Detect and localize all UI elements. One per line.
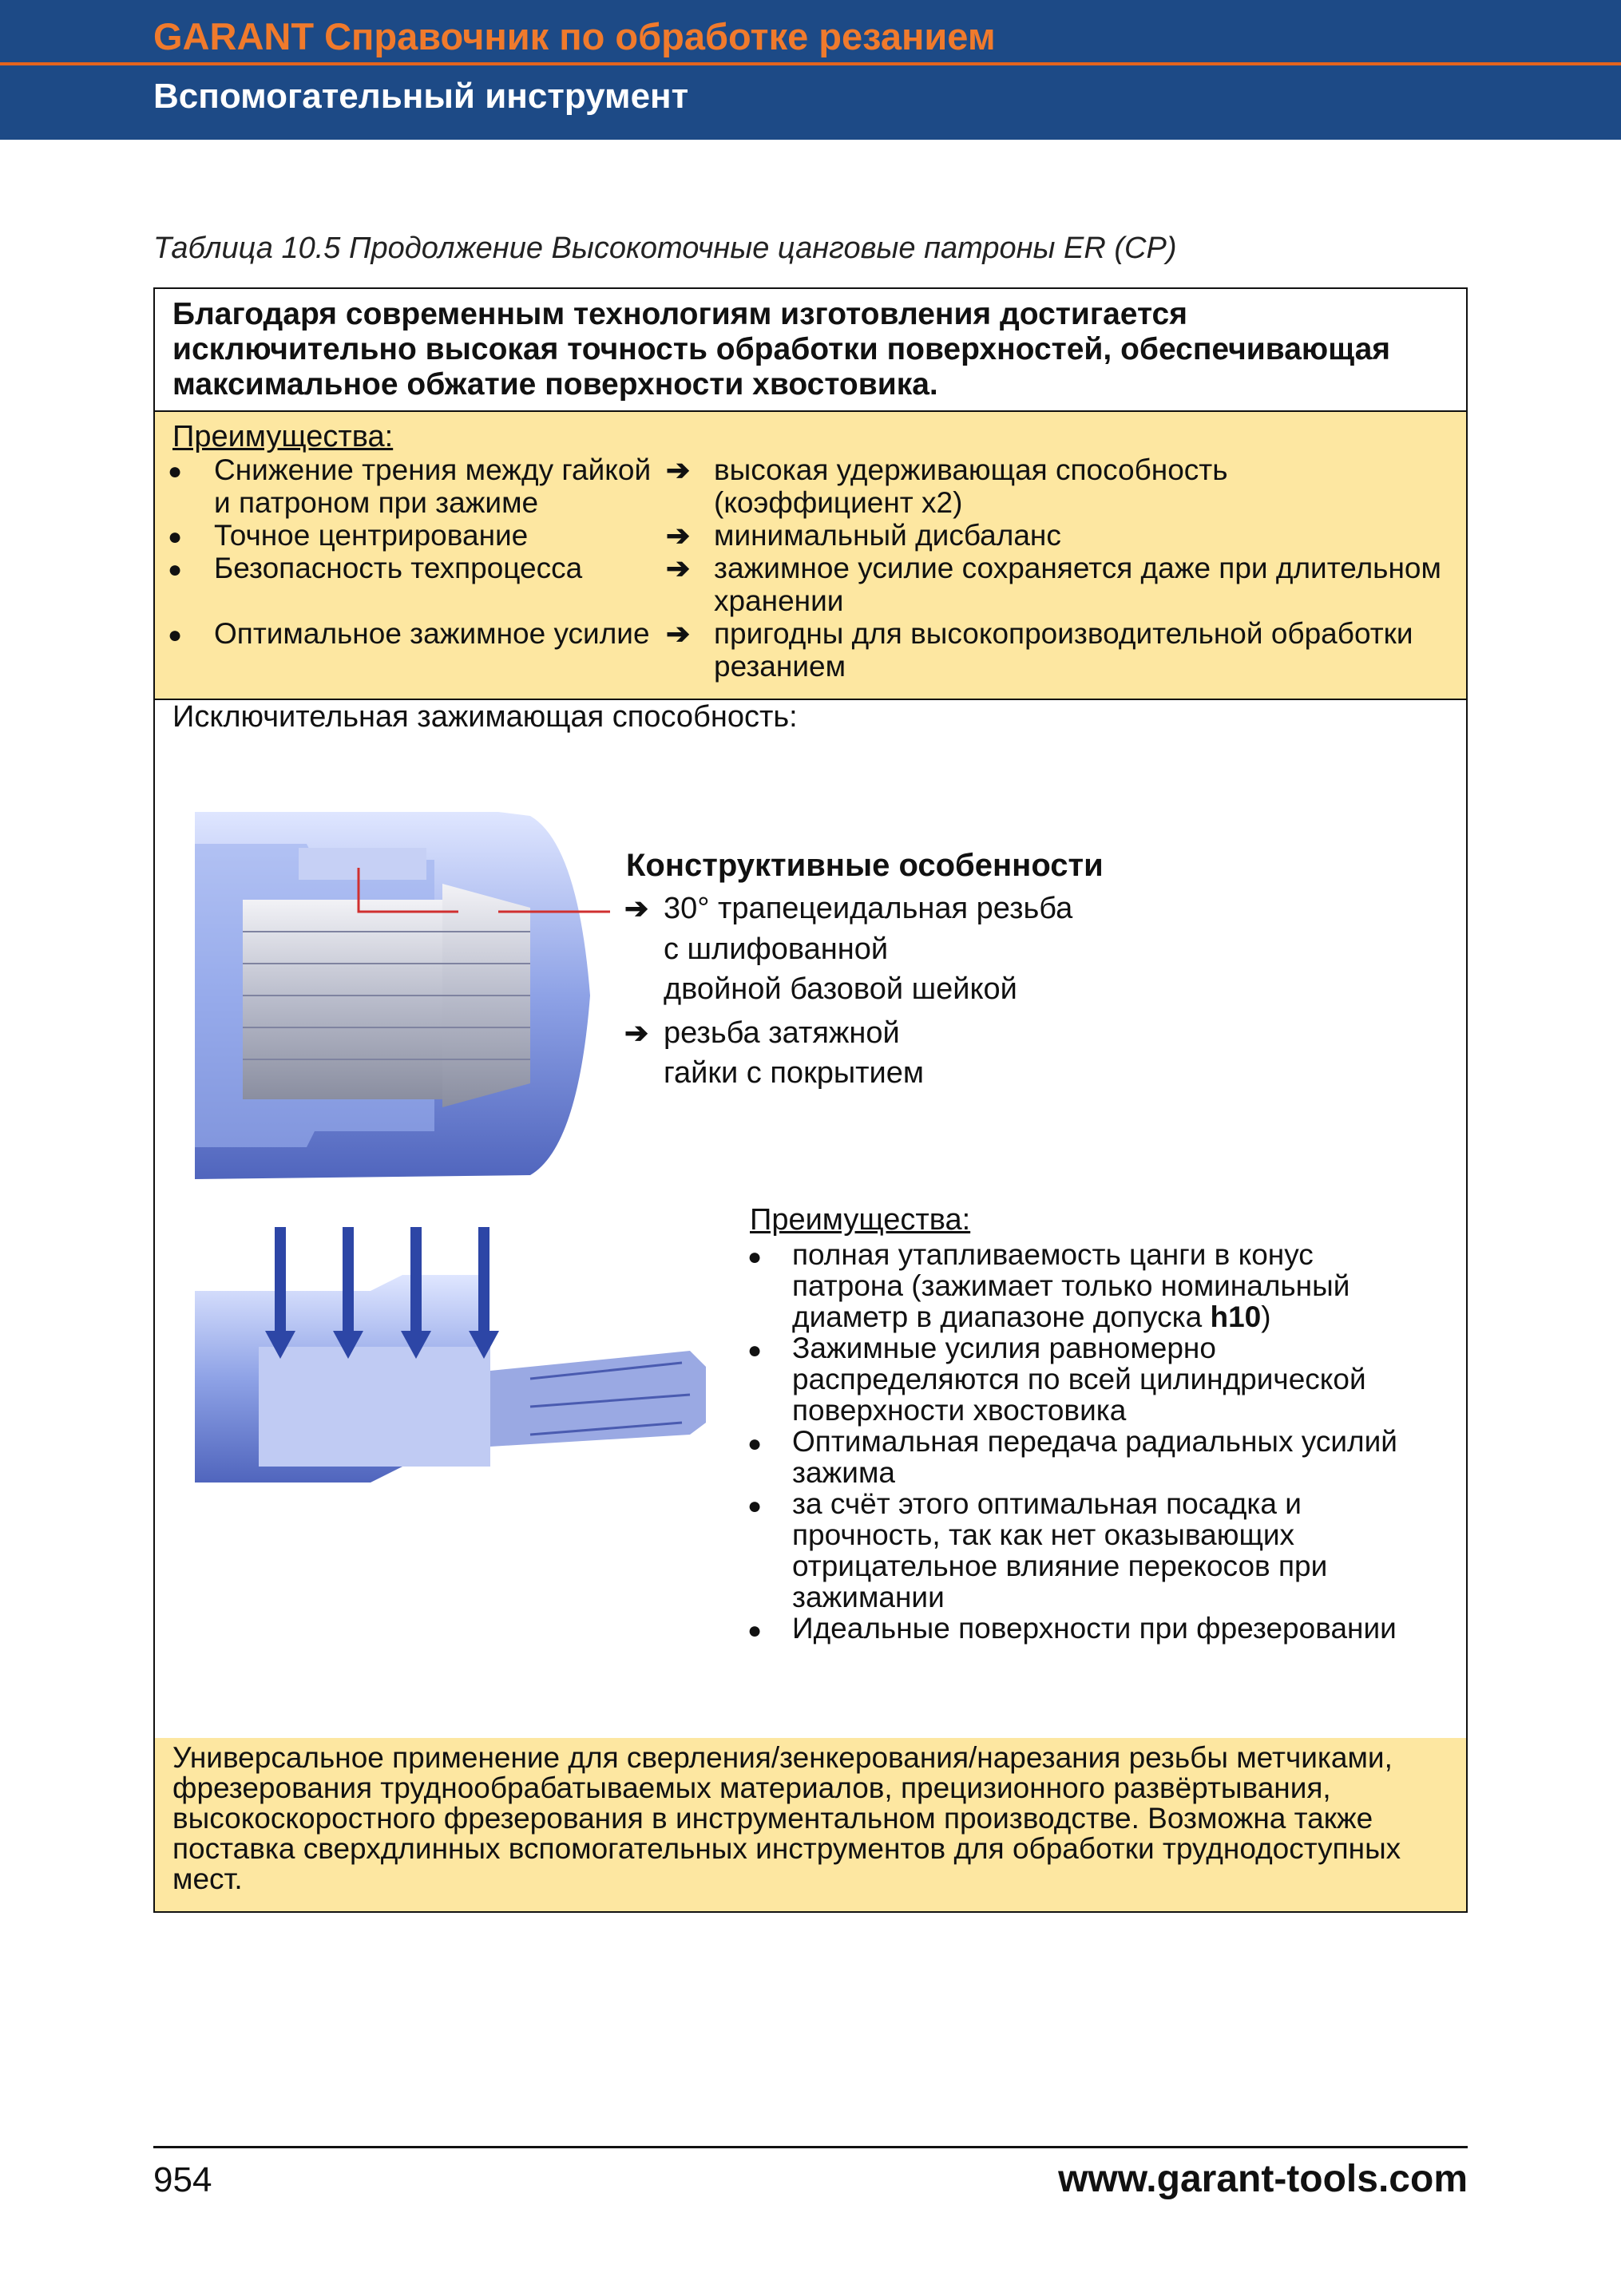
header-subtitle: Вспомогательный инструмент — [153, 77, 689, 116]
bullet-icon: ● — [747, 1431, 763, 1457]
feature-line: гайки с покрытием — [664, 1056, 925, 1090]
advantage-right: (коэффициент x2) — [714, 486, 963, 519]
advantage-left: и патроном при зажиме — [214, 486, 539, 519]
clamping-section — [155, 700, 1466, 1740]
application-line: фрезерования труднообрабатываемых материалов, прецизионного развёртывания, — [172, 1771, 1331, 1804]
clamping-advantage-line: полная утапливаемость цанги в конус — [792, 1238, 1314, 1271]
clamping-advantage-line: патрона (зажимает только номинальный — [792, 1269, 1350, 1302]
features-title: Конструктивные особенности — [626, 848, 1104, 883]
advantage-right: хранении — [714, 584, 844, 617]
tolerance-close: ) — [1261, 1300, 1271, 1333]
arrow-right-icon: ➔ — [666, 617, 691, 650]
advantage-right: резанием — [714, 650, 846, 683]
advantage-right: зажимное усилие сохраняется даже при длительном — [714, 552, 1441, 584]
advantage-right: пригодны для высокопроизводительной обработки — [714, 617, 1413, 650]
advantage-left: Безопасность техпроцесса — [214, 552, 583, 584]
clamping-advantage-line: зажимании — [792, 1581, 945, 1613]
clamping-advantage-line: прочность, так как нет оказывающих — [792, 1518, 1295, 1551]
intro-line: максимальное обжатие поверхности хвостовика. — [172, 367, 938, 402]
clamping-advantages-heading: Преимущества: — [750, 1203, 971, 1237]
feature-line: 30° трапецеидальная резьба — [664, 892, 1073, 925]
application-row — [155, 1738, 1466, 1911]
bullet-icon: ● — [747, 1337, 763, 1364]
clamping-advantage-line: распределяются по всей цилиндрической — [792, 1363, 1366, 1395]
header-accent-line — [0, 62, 1621, 65]
clamping-heading: Исключительная зажимающая способность: — [172, 700, 798, 734]
arrow-right-icon: ➔ — [624, 1016, 649, 1049]
arrow-right-icon: ➔ — [666, 552, 691, 584]
intro-line: исключительно высокая точность обработки поверхностей, обеспечивающая — [172, 332, 1391, 366]
intro-text — [172, 297, 1450, 402]
application-line: высокоскоростного фрезерования в инструментальном производстве. Возможна также — [172, 1802, 1373, 1835]
clamping-advantage-text: диаметр в диапазоне допуска — [792, 1300, 1211, 1333]
arrow-right-icon: ➔ — [624, 892, 649, 924]
bullet-icon: ● — [747, 1493, 763, 1519]
advantage-right: минимальный дисбаланс — [714, 519, 1061, 552]
footer-rule — [153, 2146, 1468, 2148]
bullet-icon: ● — [168, 458, 183, 485]
advantage-left: Снижение трения между гайкой — [214, 453, 652, 486]
arrow-right-icon: ➔ — [666, 519, 691, 552]
application-line: мест. — [172, 1863, 243, 1895]
clamping-advantage-line: Оптимальная передача радиальных усилий — [792, 1425, 1397, 1458]
advantage-left: Точное центрирование — [214, 519, 529, 552]
clamping-advantage-line: за счёт этого оптимальная посадка и — [792, 1487, 1302, 1520]
header-title: GARANT Справочник по обработке резанием — [153, 15, 996, 57]
feature-line: с шлифованной — [664, 932, 889, 966]
page-number: 954 — [153, 2160, 212, 2199]
clamping-advantage-line: Зажимные усилия равномерно — [792, 1332, 1216, 1364]
clamping-advantage-line: Идеальные поверхности при фрезеровании — [792, 1612, 1397, 1645]
intro-line: Благодаря современным технологиям изготовления достигается — [172, 297, 1187, 331]
advantage-right: высокая удерживающая способность — [714, 453, 1228, 486]
application-line: Универсальное применение для сверления/зенкерования/нарезания резьбы метчиками, — [172, 1741, 1393, 1774]
intro-row — [155, 289, 1466, 412]
bullet-icon: ● — [168, 524, 183, 550]
table-caption: Таблица 10.5 Продолжение Высокоточные цанговые патроны ER (CP) — [153, 232, 1177, 265]
advantages-row — [155, 412, 1466, 700]
arrow-right-icon: ➔ — [666, 453, 691, 486]
clamping-advantage-line — [792, 1301, 1271, 1332]
application-text — [172, 1743, 1450, 1894]
application-line: поставка сверхдлинных вспомогательных инструментов для обработки труднодоступных — [172, 1832, 1401, 1865]
feature-line: двойной базовой шейкой — [664, 972, 1017, 1006]
tolerance-value: h10 — [1210, 1300, 1262, 1333]
bullet-icon: ● — [168, 622, 183, 648]
clamping-advantage-line: поверхности хвостовика — [792, 1394, 1127, 1427]
advantages-heading: Преимущества: — [172, 420, 394, 453]
clamping-force-illustration — [195, 1227, 722, 1514]
website-link[interactable]: www.garant-tools.com — [1058, 2158, 1468, 2200]
clamping-advantage-line: зажима — [792, 1456, 895, 1489]
advantage-left: Оптимальное зажимное усилие — [214, 617, 650, 650]
bullet-icon: ● — [168, 556, 183, 583]
bullet-icon: ● — [747, 1244, 763, 1270]
clamping-advantage-line: отрицательное влияние перекосов при — [792, 1550, 1328, 1582]
feature-table — [153, 287, 1468, 1913]
feature-line: резьба затяжной — [664, 1016, 900, 1050]
bullet-icon: ● — [747, 1617, 763, 1644]
